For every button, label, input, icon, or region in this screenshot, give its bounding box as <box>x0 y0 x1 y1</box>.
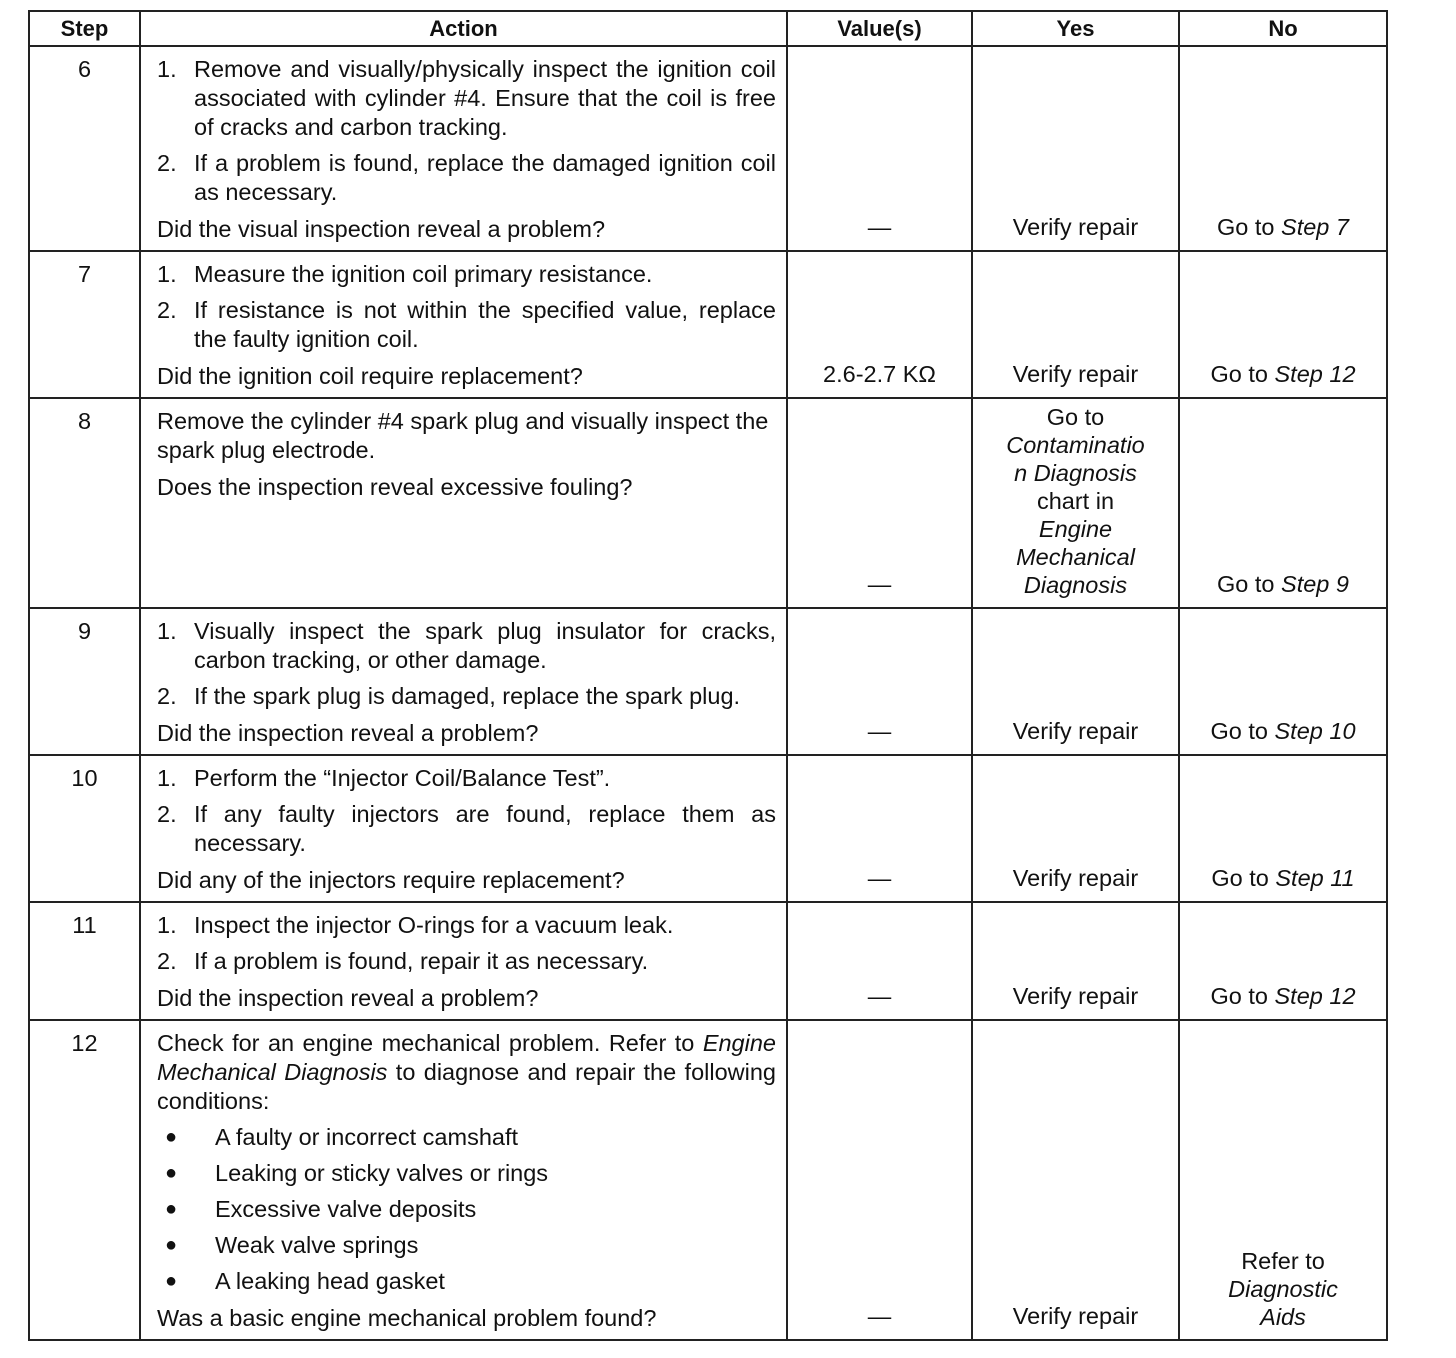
yes-cell: Verify repair <box>972 902 1179 1020</box>
numbered-item: 1. Remove and visually/physically inspect the ignition coil associated with cylinder #4. Ensure that the coil is free of cracks and carbon tracking. <box>157 56 776 140</box>
no-cell: Go to Step 11 <box>1179 755 1387 902</box>
header-row <box>29 11 1387 46</box>
step-reference: Step 12 <box>1274 983 1356 1009</box>
value-text: 2.6-2.7 KΩ <box>823 361 936 387</box>
value-cell <box>787 398 972 608</box>
value-text: — <box>867 718 892 744</box>
header-step: Step <box>29 11 140 46</box>
step-number: 11 <box>29 902 140 1020</box>
numbered-item: 2. If a problem is found, replace the damaged ignition coil as necessary. <box>157 150 776 205</box>
action-cell <box>140 251 787 398</box>
list-item: ● Leaking or sticky valves or rings <box>157 1159 776 1188</box>
value-text: — <box>867 214 892 240</box>
action-cell <box>140 608 787 755</box>
header-action: Action <box>140 11 787 46</box>
list-item: ● A leaking head gasket <box>157 1267 776 1296</box>
list-item: ● Weak valve springs <box>157 1231 776 1260</box>
step-number: 10 <box>29 755 140 902</box>
yes-cell: Go to Contaminatio n Diagnosis chart in Engine Mechanical Diagnosis <box>972 398 1179 608</box>
no-cell: Go to Step 12 <box>1179 902 1387 1020</box>
action-text: Remove the cylinder #4 spark plug and visually inspect the spark plug electrode. <box>157 408 769 463</box>
table-row-step-6 <box>29 46 1387 251</box>
value-text: — <box>867 1303 892 1329</box>
action-cell <box>140 1020 787 1340</box>
no-cell: Go to Step 7 <box>1179 46 1387 251</box>
bullet-icon: ● <box>165 1198 178 1220</box>
yes-cell: Verify repair <box>972 1020 1179 1340</box>
step-number: 7 <box>29 251 140 398</box>
action-cell <box>140 902 787 1020</box>
chart-reference: n Diagnosis <box>1014 460 1137 486</box>
numbered-item: 2. If a problem is found, repair it as necessary. <box>157 948 649 974</box>
value-text: — <box>867 983 892 1009</box>
numbered-item: 1. Measure the ignition coil primary resistance. <box>157 261 653 287</box>
value-cell <box>787 251 972 398</box>
action-question: Did the ignition coil require replacement? <box>157 363 583 389</box>
step-reference: Step 11 <box>1275 865 1355 891</box>
step-number: 6 <box>29 46 140 251</box>
yes-cell: Verify repair <box>972 608 1179 755</box>
table-row-step-12 <box>29 1020 1387 1340</box>
yes-cell: Verify repair <box>972 251 1179 398</box>
header-values: Value(s) <box>787 11 972 46</box>
action-question: Did the inspection reveal a problem? <box>157 985 539 1011</box>
table-row-step-8 <box>29 398 1387 608</box>
action-question: Was a basic engine mechanical problem found? <box>157 1305 657 1331</box>
no-cell: Go to Step 12 <box>1179 251 1387 398</box>
step-number: 9 <box>29 608 140 755</box>
step-reference: Step 9 <box>1281 571 1349 597</box>
section-reference: Diagnosis <box>1023 572 1128 598</box>
action-cell <box>140 755 787 902</box>
action-question: Did the inspection reveal a problem? <box>157 720 539 746</box>
numbered-item: 1. Inspect the injector O-rings for a vacuum leak. <box>157 912 674 938</box>
action-cell <box>140 46 787 251</box>
numbered-item: 2. If resistance is not within the specified value, replace the faulty ignition coil. <box>157 297 776 352</box>
step-number: 12 <box>29 1020 140 1340</box>
section-reference: Engine <box>1038 516 1113 542</box>
step-reference: Step 10 <box>1274 718 1356 744</box>
bullet-icon: ● <box>165 1126 178 1148</box>
yes-cell: Verify repair <box>972 46 1179 251</box>
yes-cell: Verify repair <box>972 755 1179 902</box>
step-number: 8 <box>29 398 140 608</box>
no-cell: Go to Step 10 <box>1179 608 1387 755</box>
section-reference: Diagnostic <box>1228 1276 1338 1302</box>
chart-reference: Contaminatio <box>1006 432 1145 458</box>
value-cell <box>787 46 972 251</box>
value-text: — <box>867 865 892 891</box>
table-row-step-10 <box>29 755 1387 902</box>
value-cell <box>787 1020 972 1340</box>
diagnostic-table <box>28 10 1388 1341</box>
list-item: ● A faulty or incorrect camshaft <box>157 1123 776 1152</box>
action-cell <box>140 398 787 608</box>
table-row-step-9 <box>29 608 1387 755</box>
action-question: Did the visual inspection reveal a problem? <box>157 216 606 242</box>
numbered-item: 2. If the spark plug is damaged, replace the spark plug. <box>157 683 741 709</box>
bullet-icon: ● <box>165 1234 178 1256</box>
value-cell <box>787 902 972 1020</box>
table-row-step-11 <box>29 902 1387 1020</box>
table-row-step-7 <box>29 251 1387 398</box>
section-reference: Aids <box>1260 1304 1306 1330</box>
numbered-item: 1. Perform the “Injector Coil/Balance Test”. <box>157 765 611 791</box>
action-text: Check for an engine mechanical problem. Refer to Engine Mechanical Diagnosis to diagnose and repair the following conditions: <box>157 1030 776 1114</box>
no-cell: Go to Step 9 <box>1179 398 1387 608</box>
no-cell: Refer to Diagnostic Aids <box>1179 1020 1387 1340</box>
value-cell <box>787 755 972 902</box>
header-no: No <box>1179 11 1387 46</box>
bullet-icon: ● <box>165 1162 178 1184</box>
action-question: Did any of the injectors require replacement? <box>157 867 625 893</box>
numbered-item: 2. If any faulty injectors are found, replace them as necessary. <box>157 801 776 856</box>
section-reference: Mechanical <box>1016 544 1135 570</box>
step-reference: Step 7 <box>1281 214 1349 240</box>
value-cell <box>787 608 972 755</box>
numbered-item: 1. Visually inspect the spark plug insulator for cracks, carbon tracking, or other damage. <box>157 618 776 673</box>
action-question: Does the inspection reveal excessive fouling? <box>157 474 633 500</box>
section-reference: Engine Mechanical Diagnosis <box>157 1030 776 1085</box>
step-reference: Step 12 <box>1274 361 1356 387</box>
list-item: ● Excessive valve deposits <box>157 1195 776 1224</box>
bullet-icon: ● <box>165 1270 178 1292</box>
header-yes: Yes <box>972 11 1179 46</box>
value-text: — <box>867 571 892 597</box>
